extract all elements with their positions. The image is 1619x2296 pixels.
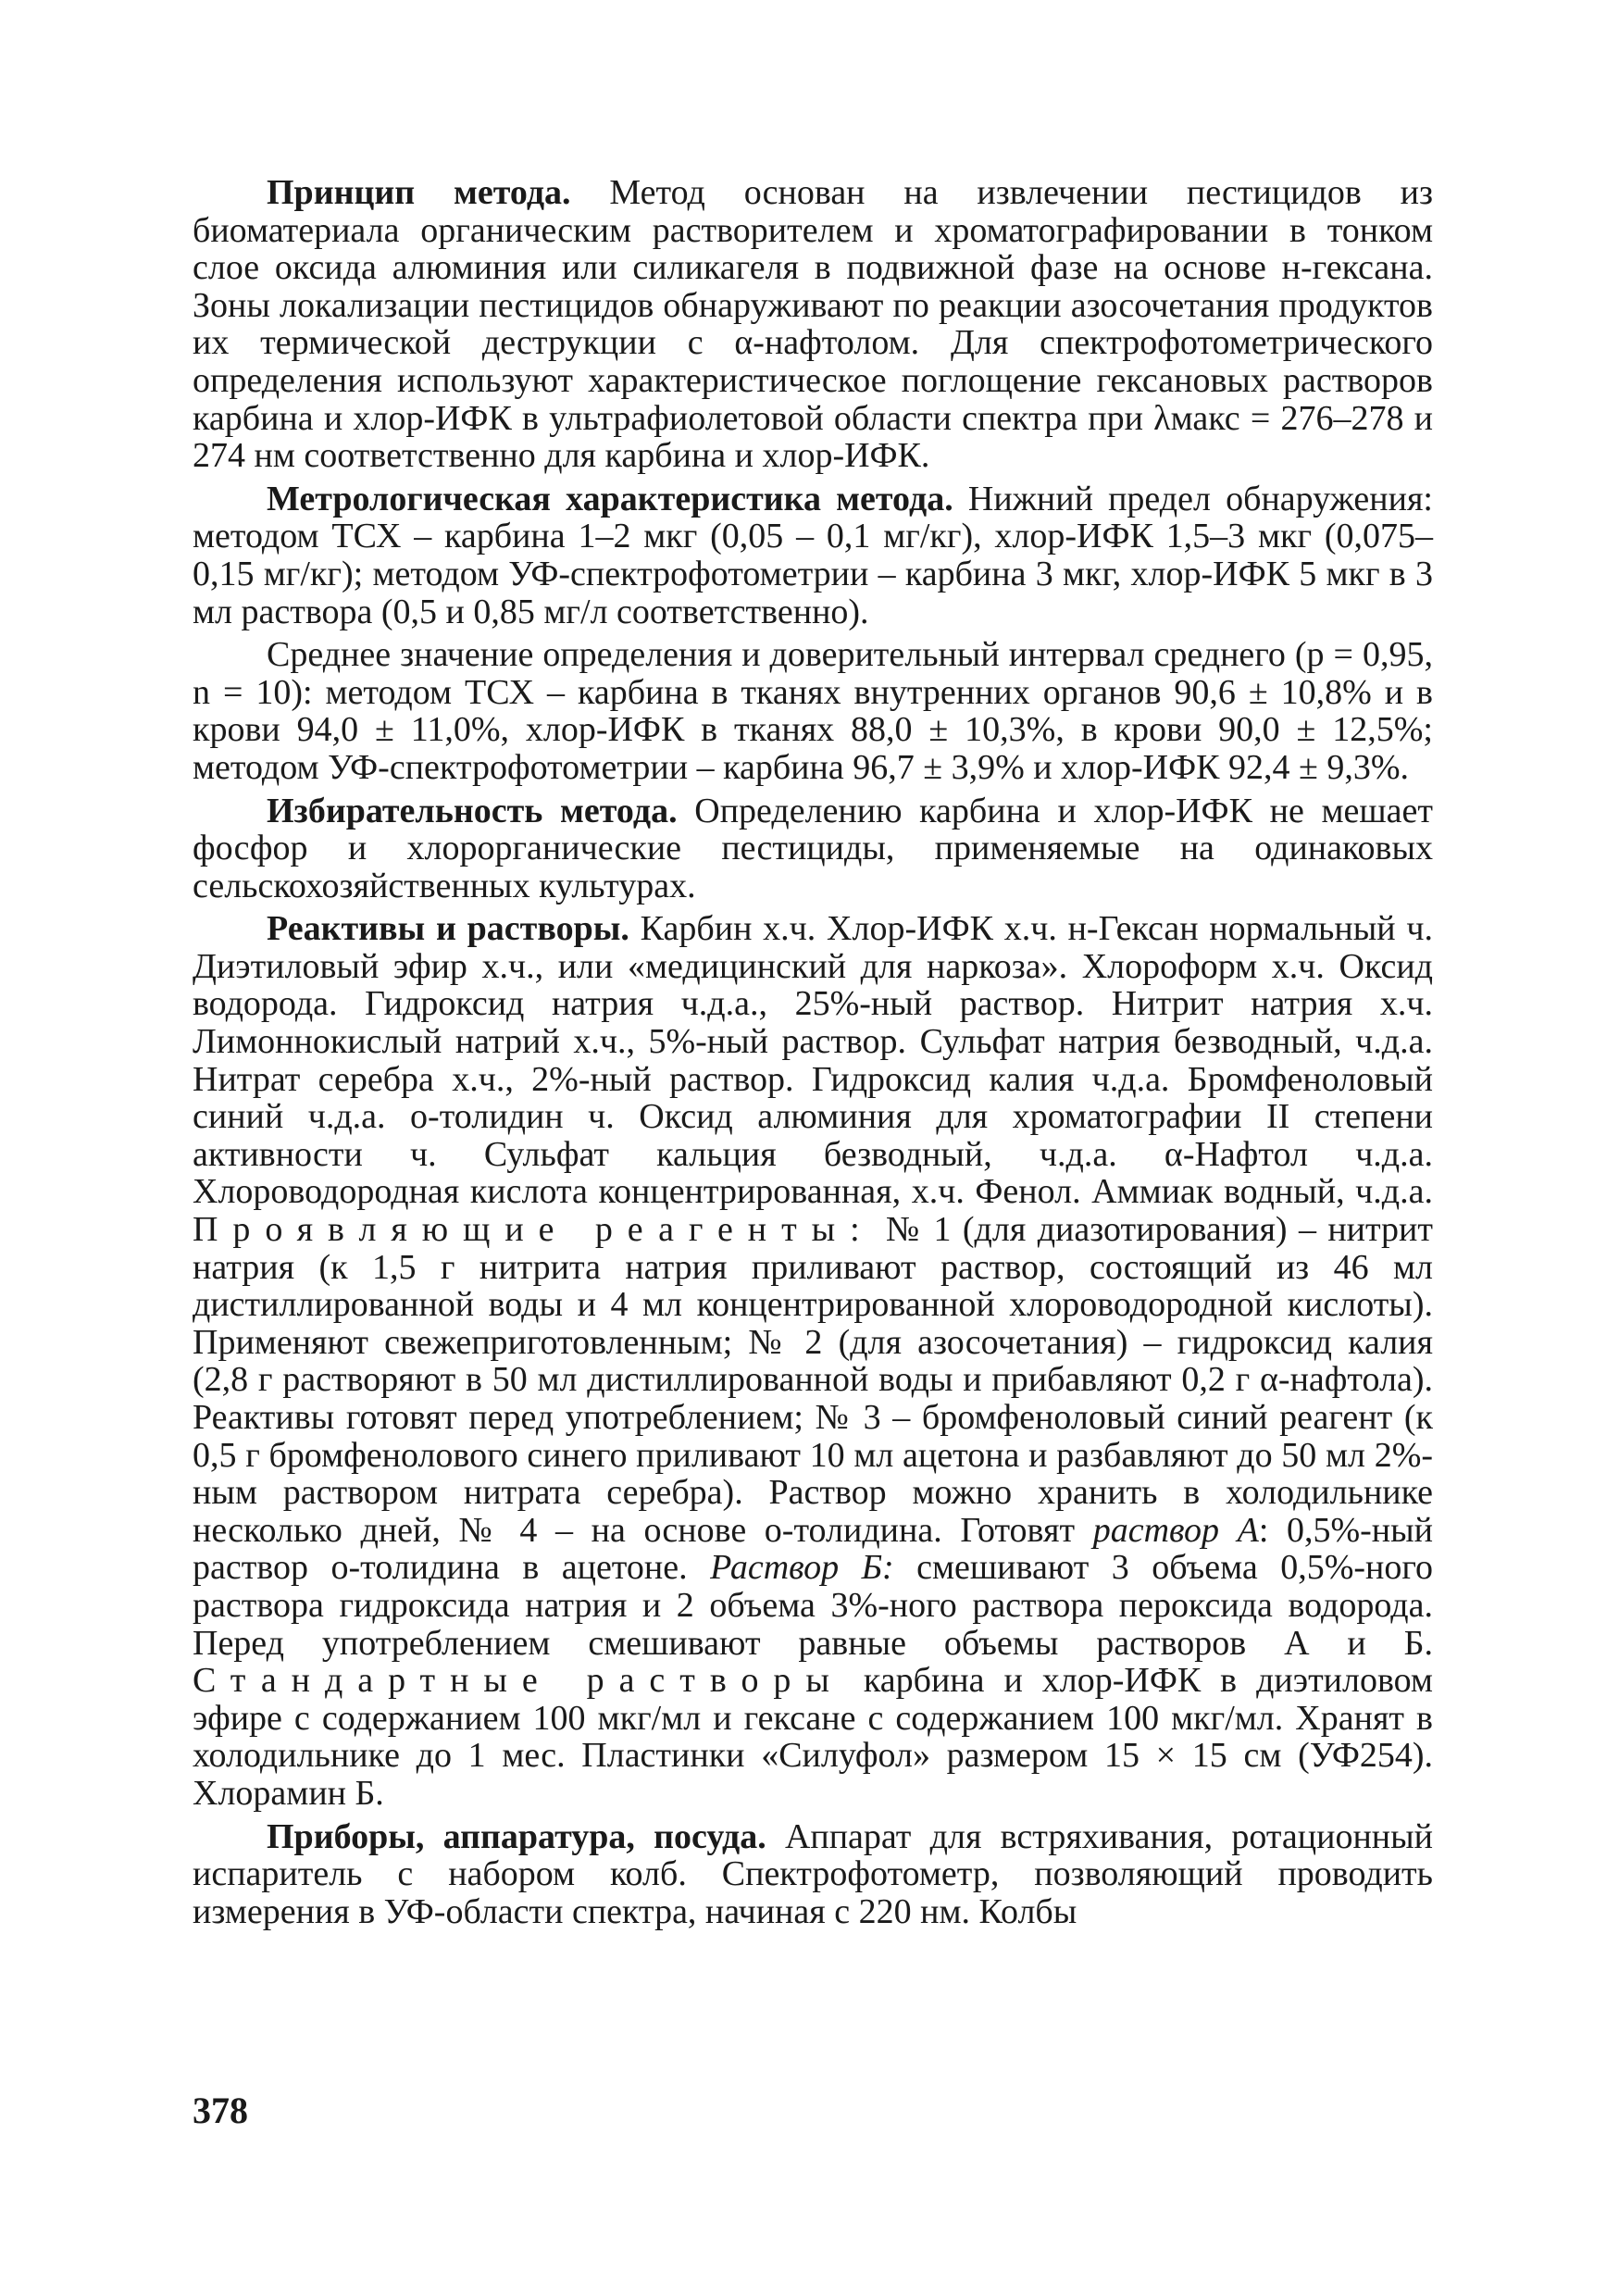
paragraph-reagents — [193, 910, 1433, 1812]
paragraph-mean — [193, 636, 1433, 786]
text-reagents-3: : 0,5%-ный раствор о-толидина в ацетоне. — [193, 1510, 1434, 1588]
body-text — [193, 174, 1433, 1936]
heading-principle: Принцип метода. — [267, 173, 571, 212]
text-equipment: Аппарат для встряхивания, ротационный испаритель с набором колб. Спектрофотометр, позволяющий проводить измерения в УФ-области спектра, начиная с 220 нм. Колбы — [193, 1816, 1433, 1931]
italic-solution-a: раствор А — [1092, 1510, 1259, 1550]
paragraph-selectivity — [193, 792, 1433, 905]
italic-solution-b: Раствор Б: — [710, 1548, 894, 1588]
text-reagents-5: карбина и хлор-ИФК в диэтиловом эфире с содержанием 100 мкг/мл и гексане с содержанием 100 мкг/мл. Хранят в холодильнике до 1 мес. Пластинки «Силуфол» размером 15 × 15 см (УФ254). Хлорамин Б. — [193, 1661, 1433, 1813]
paragraph-metrology — [193, 480, 1433, 630]
text-principle: Метод основан на извлечении пестицидов из биоматериала органическим растворителем и хроматографировании в тонком слое оксида алюминия или силикагеля в подвижной фазе на основе н-гексана. Зоны локализации пестицидов обнаруживают по реакции азосочетания продуктов их термической деструкции с α-нафтолом. Для спектрофотометрического определения используют характеристическое поглощение гексановых растворов карбина и хлор-ИФК в ультрафиолетовой области спектра при λмакс = 276–278 и 274 нм соответственно для карбина и хлор-ИФК. — [193, 173, 1433, 476]
text-selectivity: Определению карбина и хлор-ИФК не мешает фосфор и хлорорганические пестициды, применяемые на одинаковых сельскохозяйственных культурах. — [193, 791, 1433, 905]
text-reagents-1: Карбин х.ч. Хлор-ИФК х.ч. н-Гексан нормальный ч. Диэтиловый эфир х.ч., или «медицинский для наркоза». Хлороформ х.ч. Оксид водорода. Гидроксид натрия ч.д.а., 25%-ный раствор. Нитрит натрия х.ч. Лимоннокислый натрий х.ч., 5%-ный раствор. Сульфат натрия безводный, ч.д.а. Нитрат серебра х.ч., 2%-ный раствор. Гидроксид калия ч.д.а. Бромфеноловый синий ч.д.а. о-толидин ч. Оксид алюминия для хроматографии II степени активности ч. Сульфат кальция безводный, ч.д.а. α-Нафтол ч.д.а. Хлороводородная кислота концентрированная, х.ч. Фенол. Аммиак водный, ч.д.а. — [193, 909, 1433, 1212]
text-reagents-2: № 1 (для диазотирования) – нитрит натрия (к 1,5 г нитрита натрия приливают раствор, состоящий из 46 мл дистиллированной воды и 4 мл концентрированной хлороводородной кислоты). Применяют свежеприготовленным; № 2 (для азосочетания) – гидроксид калия (2,8 г растворяют в 50 мл дистиллированной воды и прибавляют 0,2 г α-нафтола). Реактивы готовят перед употреблением; № 3 – бромфеноловый синий реагент (к 0,5 г бромфенолового синего приливают 10 мл ацетона и разбавляют до 50 мл 2%-ным раствором нитрата серебра). Раствор можно хранить в холодильнике несколько дней, № 4 – на основе о-толидина. Готовят — [193, 1210, 1434, 1550]
paragraph-principle — [193, 174, 1433, 475]
spaced-developing-reagents: Проявляющие реагенты: — [193, 1210, 875, 1250]
heading-reagents: Реактивы и растворы. — [267, 909, 629, 949]
heading-selectivity: Избирательность метода. — [267, 791, 678, 830]
heading-equipment: Приборы, аппаратура, посуда. — [267, 1816, 766, 1856]
page-number: 378 — [193, 2090, 248, 2131]
paragraph-equipment — [193, 1818, 1433, 1931]
heading-metrology: Метрологическая характеристика метода. — [267, 479, 953, 518]
text-reagents-4: смешивают 3 объема 0,5%-ного раствора гидроксида натрия и 2 объема 3%-ного раствора пероксида водорода. Перед употреблением смешивают равные объемы растворов А и Б. — [193, 1548, 1433, 1663]
text-metrology: Нижний предел обнаружения: методом ТСХ – карбина 1–2 мкг (0,05 – 0,1 мг/кг), хлор-ИФК 1,5–3 мкг (0,075–0,15 мг/кг); методом УФ-спектрофотометрии – карбина 3 мкг, хлор-ИФК 5 мкг в 3 мл раствора (0,5 и 0,85 мг/л соответственно). — [193, 479, 1433, 631]
text-mean: Среднее значение определения и доверительный интервал среднего (p = 0,95, n = 10): методом ТСХ – карбина в тканях внутренних органов 90,6 ± 10,8% и в крови 94,0 ± 11,0%, хлор-ИФК в тканях 88,0 ± 10,3%, в крови 90,0 ± 12,5%; методом УФ-спектрофотометрии – карбина 96,7 ± 3,9% и хлор-ИФК 92,4 ± 9,3%. — [193, 635, 1433, 787]
spaced-standard-solutions: Стандартные растворы — [193, 1661, 844, 1701]
